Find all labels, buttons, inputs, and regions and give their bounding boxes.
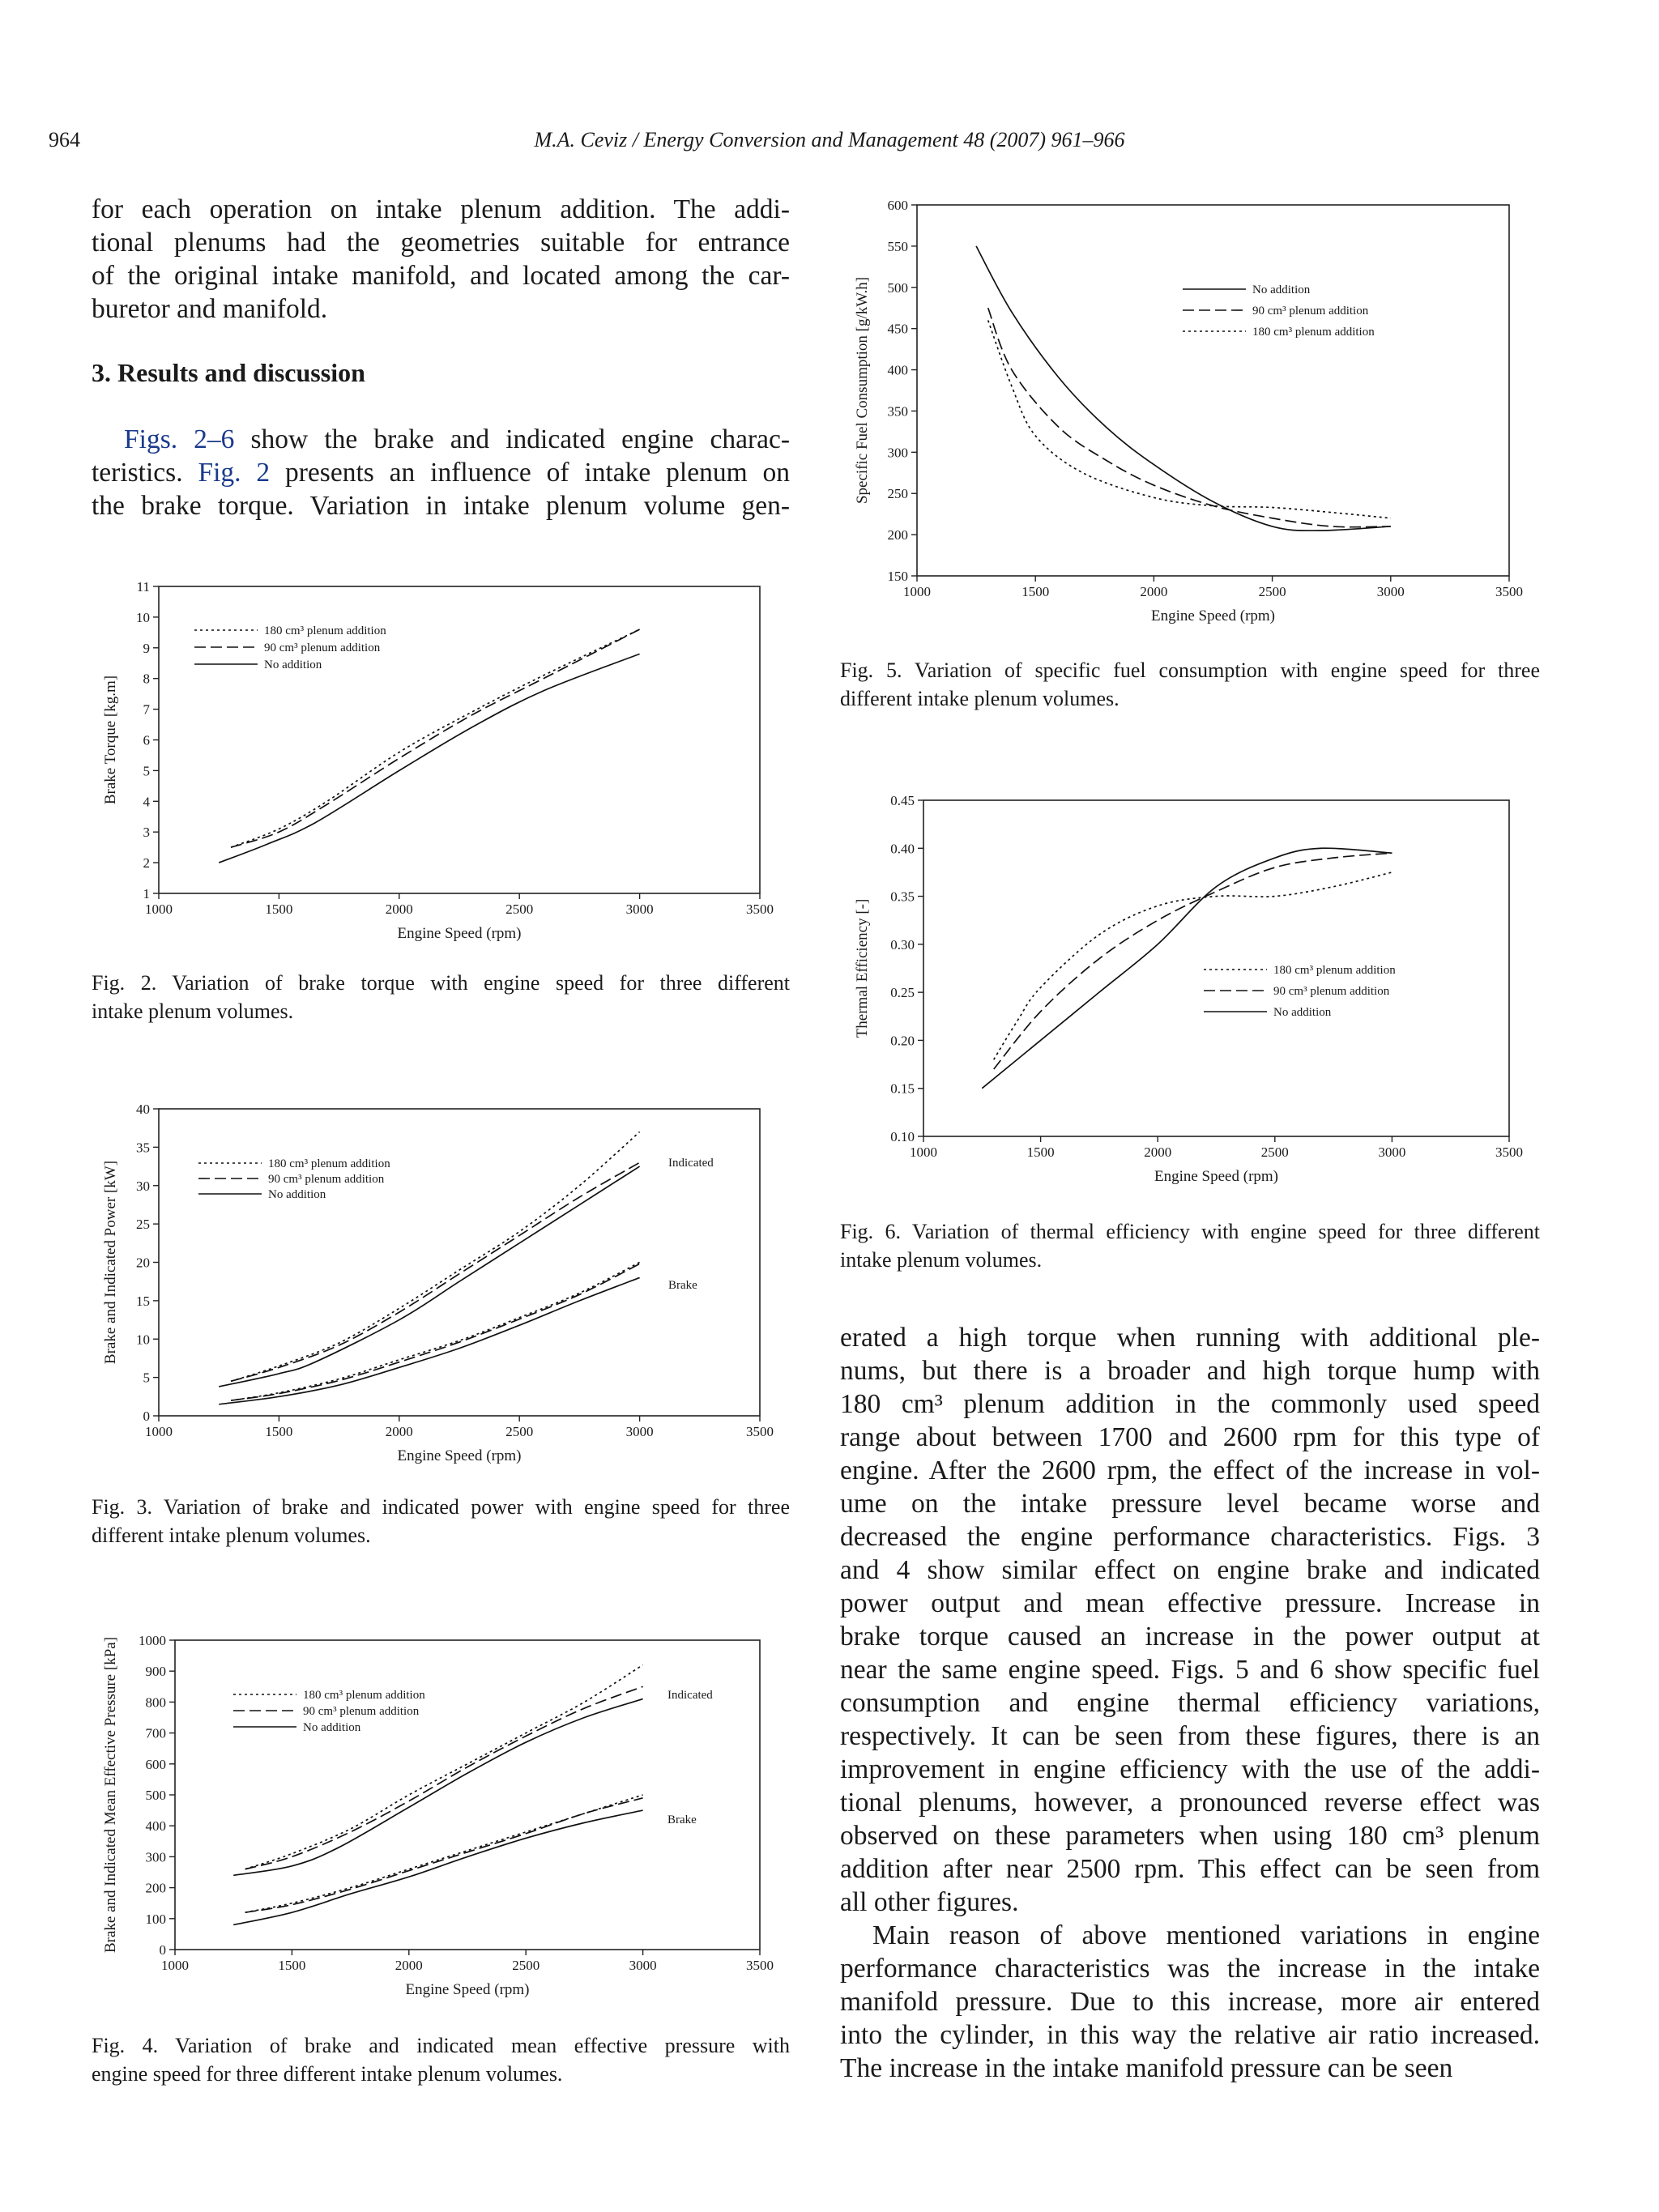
- text-line: tional plenums had the geometries suitable for entrance: [92, 228, 790, 258]
- x-tick-label: 1500: [278, 1958, 306, 1973]
- series-line: [219, 654, 639, 863]
- x-tick-label: 2500: [1258, 584, 1286, 599]
- text-line: into the cylinder, in this way the relative air ratio increased.: [840, 2020, 1540, 2050]
- text-line: brake torque caused an increase in the power output at: [840, 1622, 1540, 1652]
- caption-line: different intake plenum volumes.: [840, 687, 1120, 710]
- plot-frame: [917, 205, 1509, 576]
- x-tick-label: 2000: [394, 1958, 423, 1973]
- y-tick-label: 5: [143, 763, 150, 779]
- caption-line: Fig. 3. Variation of brake and indicated power with engine speed for three: [92, 1495, 790, 1519]
- text-line: addition after near 2500 rpm. This effect can be seen from: [840, 1854, 1540, 1884]
- legend-label: 90 cm³ plenum addition: [1252, 305, 1369, 318]
- text-line: 180 cm³ plenum addition in the commonly used speed: [840, 1389, 1540, 1419]
- fig5-caption: [840, 656, 1540, 713]
- fig2-caption: [92, 969, 790, 1025]
- caption-line: intake plenum volumes.: [840, 1248, 1043, 1272]
- x-tick-label: 1000: [161, 1958, 189, 1973]
- text-line: range about between 1700 and 2600 rpm for this type of: [840, 1422, 1540, 1452]
- x-tick-label: 2000: [385, 901, 413, 917]
- legend-label: 90 cm³ plenum addition: [268, 1173, 385, 1186]
- fig4-caption: [92, 2031, 790, 2088]
- x-tick-label: 1500: [1021, 584, 1050, 599]
- text-line: of the original intake manifold, and located among the car-: [92, 261, 790, 291]
- y-tick-label: 3: [143, 825, 150, 841]
- series-line: [233, 1810, 642, 1924]
- results-paragraph: [92, 423, 790, 522]
- x-tick-label: 3500: [746, 1958, 774, 1973]
- text-line: erated a high torque when running with additional ple-: [840, 1323, 1540, 1353]
- text-line: improvement in engine efficiency with the use of the addi-: [840, 1754, 1540, 1784]
- series-line: [245, 1798, 643, 1912]
- legend-label: 90 cm³ plenum addition: [264, 641, 381, 654]
- x-tick-label: 1000: [145, 901, 173, 917]
- x-axis-label: Engine Speed (rpm): [397, 1447, 522, 1464]
- text-line: power output and mean effective pressure. Increase in: [840, 1588, 1540, 1618]
- plot-frame: [159, 1109, 760, 1416]
- text-line: ume on the intake pressure level became worse and: [840, 1489, 1540, 1519]
- text-line: Main reason of above mentioned variations in engine: [872, 1920, 1540, 1950]
- series-line: [231, 1263, 640, 1401]
- legend-label: No addition: [1252, 283, 1311, 296]
- y-axis-label: Brake and Indicated Mean Effective Pressure [kPa]: [102, 1636, 119, 1954]
- y-tick-label: 200: [145, 1880, 166, 1896]
- series-line: [233, 1699, 642, 1876]
- x-axis-label: Engine Speed (rpm): [1154, 1168, 1279, 1185]
- caption-line: Fig. 4. Variation of brake and indicated mean effective pressure with: [92, 2034, 790, 2057]
- fig3-chart: [97, 1097, 794, 1478]
- caption-line: Fig. 5. Variation of specific fuel consumption with engine speed for three: [840, 658, 1540, 682]
- legend-label: 180 cm³ plenum addition: [303, 1689, 425, 1702]
- y-tick-label: 0.30: [890, 936, 915, 953]
- fig2-chart: [97, 575, 794, 956]
- legend-label: No addition: [264, 658, 322, 671]
- y-tick-label: 100: [145, 1911, 166, 1927]
- fig-2-link[interactable]: Fig. 2: [198, 458, 271, 488]
- text-line: and 4 show similar effect on engine brake and indicated: [840, 1555, 1540, 1585]
- y-tick-label: 25: [136, 1217, 150, 1233]
- y-tick-label: 450: [887, 321, 908, 337]
- text-line: decreased the engine performance characteristics. Figs. 3: [840, 1522, 1540, 1552]
- y-tick-label: 0: [159, 1942, 166, 1958]
- y-axis-label: Brake Torque [kg.m]: [102, 675, 119, 805]
- legend-label: No addition: [1273, 1006, 1332, 1019]
- x-tick-label: 2000: [1144, 1144, 1172, 1160]
- text-line: nums, but there is a broader and high torque hump with: [840, 1356, 1540, 1386]
- y-tick-label: 250: [887, 486, 908, 502]
- y-axis-label: Thermal Efficiency [-]: [854, 898, 871, 1038]
- x-tick-label: 1500: [265, 1424, 293, 1439]
- y-tick-label: 35: [136, 1140, 150, 1156]
- x-tick-label: 3500: [746, 1424, 774, 1439]
- y-tick-label: 0.40: [890, 841, 915, 857]
- y-tick-label: 350: [887, 403, 908, 420]
- y-tick-label: 2: [143, 855, 150, 872]
- text-line: near the same engine speed. Figs. 5 and 6 show specific fuel: [840, 1655, 1540, 1685]
- annotation-label: Indicated: [668, 1157, 714, 1170]
- y-tick-label: 300: [145, 1849, 166, 1865]
- y-tick-label: 0: [143, 1409, 150, 1424]
- x-tick-label: 3000: [625, 1424, 654, 1439]
- y-axis-label: Specific Fuel Consumption [g/kW.h]: [854, 276, 871, 505]
- series-line: [994, 853, 1392, 1069]
- caption-line: different intake plenum volumes.: [92, 1524, 371, 1547]
- y-tick-label: 700: [145, 1725, 166, 1741]
- text-line: engine. After the 2600 rpm, the effect of the increase in vol-: [840, 1455, 1540, 1485]
- text-line: buretor and manifold.: [92, 294, 328, 324]
- fig6-caption: [840, 1217, 1540, 1274]
- running-header: M.A. Ceviz / Energy Conversion and Management 48 (2007) 961–966: [534, 128, 1125, 151]
- legend-label: No addition: [268, 1188, 326, 1201]
- y-tick-label: 0.15: [890, 1080, 915, 1097]
- x-tick-label: 3000: [629, 1958, 657, 1973]
- text-line: Figs. 2–6 show the brake and indicated engine charac-: [124, 424, 790, 454]
- y-tick-label: 4: [143, 794, 150, 810]
- text-line: respectively. It can be seen from these figures, there is an: [840, 1721, 1540, 1751]
- y-tick-label: 9: [143, 640, 150, 656]
- y-axis-label: Brake and Indicated Power [kW]: [102, 1160, 119, 1365]
- text-line: performance characteristics was the increase in the intake: [840, 1954, 1540, 1984]
- legend-label: 180 cm³ plenum addition: [264, 624, 386, 637]
- plot-frame: [923, 800, 1509, 1136]
- y-tick-label: 1: [143, 886, 150, 901]
- x-tick-label: 1500: [1026, 1144, 1055, 1160]
- text-line: consumption and engine thermal efficiency variations,: [840, 1688, 1540, 1718]
- text-line: for each operation on intake plenum addition. The addi-: [92, 194, 790, 224]
- y-tick-label: 600: [887, 198, 908, 213]
- y-tick-label: 20: [136, 1255, 150, 1271]
- y-tick-label: 7: [143, 701, 150, 718]
- annotation-label: Brake: [667, 1813, 697, 1826]
- y-tick-label: 11: [136, 579, 150, 595]
- x-tick-label: 1000: [910, 1144, 937, 1160]
- y-tick-label: 200: [887, 527, 908, 543]
- y-tick-label: 400: [887, 362, 908, 378]
- x-tick-label: 3000: [625, 901, 654, 917]
- text-line: The increase in the intake manifold pressure can be seen: [840, 2053, 1453, 2083]
- mechanism-paragraph: [840, 1919, 1540, 2085]
- annotation-label: Brake: [668, 1279, 697, 1292]
- x-tick-label: 3000: [1376, 584, 1405, 599]
- section-heading: 3. Results and discussion: [92, 358, 365, 387]
- y-tick-label: 500: [145, 1788, 166, 1803]
- fig4-chart: [97, 1624, 794, 2021]
- y-tick-label: 0.25: [890, 985, 915, 1001]
- y-tick-label: 300: [887, 445, 908, 461]
- fig6-chart: [849, 786, 1578, 1215]
- legend-label: No addition: [303, 1721, 361, 1734]
- y-tick-label: 900: [145, 1664, 166, 1680]
- y-tick-label: 8: [143, 671, 150, 687]
- y-tick-label: 600: [145, 1756, 166, 1772]
- x-tick-label: 1500: [265, 901, 293, 917]
- y-tick-label: 0.20: [890, 1033, 915, 1049]
- intro-paragraph: [92, 193, 790, 326]
- text-line: all other figures.: [840, 1887, 1019, 1917]
- x-tick-label: 2000: [385, 1424, 413, 1439]
- y-tick-label: 550: [887, 238, 908, 254]
- fig3-caption: [92, 1493, 790, 1549]
- y-tick-label: 10: [136, 609, 150, 625]
- legend-label: 90 cm³ plenum addition: [303, 1705, 420, 1718]
- discussion-paragraph: [840, 1321, 1540, 1919]
- text-line: tional plenums, however, a pronounced reverse effect was: [840, 1788, 1540, 1818]
- text-line: the brake torque. Variation in intake plenum volume gen-: [92, 491, 790, 521]
- legend-label: 180 cm³ plenum addition: [1252, 326, 1375, 339]
- legend-label: 180 cm³ plenum addition: [268, 1157, 390, 1170]
- caption-line: engine speed for three different intake plenum volumes.: [92, 2062, 563, 2086]
- x-tick-label: 2500: [505, 901, 534, 917]
- plot-frame: [159, 586, 760, 893]
- series-line: [988, 308, 1391, 526]
- series-line: [245, 1795, 643, 1912]
- x-tick-label: 2500: [512, 1958, 540, 1973]
- y-tick-label: 800: [145, 1694, 166, 1711]
- text-line: observed on these parameters when using 180 cm³ plenum: [840, 1821, 1540, 1851]
- plot-frame: [175, 1640, 760, 1950]
- text-line: manifold pressure. Due to this increase, more air entered: [840, 1987, 1540, 2017]
- x-axis-label: Engine Speed (rpm): [405, 1981, 530, 1998]
- x-tick-label: 2500: [1260, 1144, 1289, 1160]
- figs-2-6-link[interactable]: Figs. 2–6: [124, 424, 235, 454]
- fig5-chart: [849, 190, 1578, 644]
- annotation-label: Indicated: [667, 1689, 713, 1702]
- y-tick-label: 0.10: [890, 1129, 915, 1144]
- y-tick-label: 5: [143, 1370, 150, 1386]
- y-tick-label: 400: [145, 1818, 166, 1835]
- text-line: teristics. Fig. 2 presents an influence of intake plenum on: [92, 458, 790, 488]
- x-tick-label: 1000: [903, 584, 931, 599]
- legend-label: 90 cm³ plenum addition: [1273, 985, 1390, 998]
- x-tick-label: 3000: [1378, 1144, 1406, 1160]
- x-axis-label: Engine Speed (rpm): [397, 925, 522, 942]
- y-tick-label: 40: [136, 1102, 150, 1117]
- caption-line: intake plenum volumes.: [92, 999, 294, 1023]
- y-tick-label: 15: [136, 1293, 150, 1309]
- x-tick-label: 3500: [1495, 1144, 1523, 1160]
- y-tick-label: 10: [136, 1332, 150, 1348]
- y-tick-label: 500: [887, 279, 908, 296]
- y-tick-label: 0.45: [890, 793, 915, 808]
- y-tick-label: 30: [136, 1178, 150, 1194]
- legend-label: 180 cm³ plenum addition: [1273, 964, 1396, 977]
- x-tick-label: 3500: [746, 901, 774, 917]
- y-tick-label: 150: [887, 569, 908, 584]
- page-number: 964: [49, 128, 80, 151]
- y-tick-label: 0.35: [890, 889, 915, 905]
- x-tick-label: 1000: [145, 1424, 173, 1439]
- y-tick-label: 1000: [139, 1633, 166, 1648]
- caption-line: Fig. 2. Variation of brake torque with engine speed for three different: [92, 971, 790, 995]
- x-tick-label: 2000: [1140, 584, 1168, 599]
- caption-line: Fig. 6. Variation of thermal efficiency with engine speed for three different: [840, 1220, 1540, 1243]
- x-tick-label: 3500: [1495, 584, 1523, 599]
- x-tick-label: 2500: [505, 1424, 534, 1439]
- y-tick-label: 6: [143, 732, 150, 748]
- x-axis-label: Engine Speed (rpm): [1150, 607, 1276, 624]
- series-line: [231, 1264, 640, 1400]
